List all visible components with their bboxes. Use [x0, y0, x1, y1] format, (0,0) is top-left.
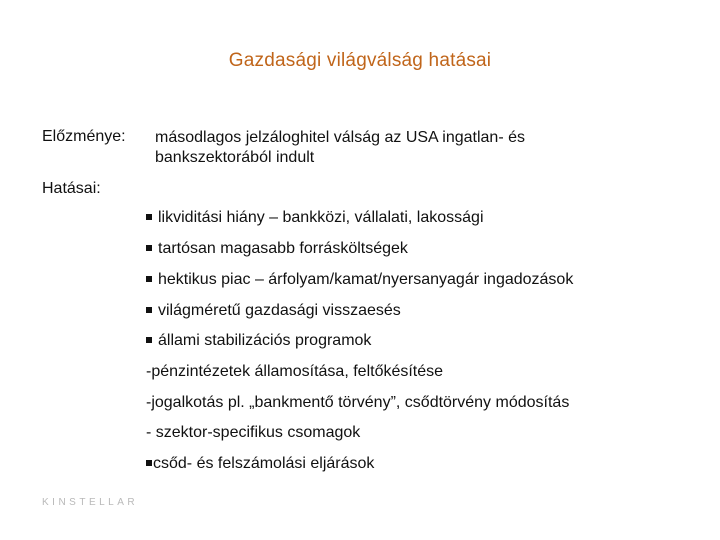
bullet-item — [146, 454, 374, 474]
bullet-text: világméretű gazdasági visszaesés — [158, 302, 401, 319]
bullet-text: állami stabilizációs programok — [158, 332, 372, 349]
bullet-item — [146, 239, 408, 259]
bullet-square-icon — [146, 307, 152, 313]
bullet-text: hektikus piac – árfolyam/kamat/nyersanyagár ingadozások — [158, 271, 574, 288]
prelude-label: Előzménye: — [42, 128, 126, 145]
bullet-text: likviditási hiány – bankközi, vállalati, lakossági — [158, 209, 484, 226]
sub-item: -jogalkotás pl. „bankmentő törvény”, csődtörvény módosítás — [146, 394, 570, 411]
bullet-item — [146, 331, 371, 351]
bullet-square-icon — [146, 276, 152, 282]
company-logo: KINSTELLAR — [42, 497, 139, 508]
bullet-square-icon — [146, 214, 152, 220]
sub-item: - szektor-specifikus csomagok — [146, 424, 361, 441]
bullet-square-icon — [146, 245, 152, 251]
bullet-square-icon — [146, 460, 152, 466]
bullet-item — [146, 208, 484, 228]
effects-label: Hatásai: — [42, 180, 101, 197]
bullet-text: tartósan magasabb forrásköltségek — [158, 240, 408, 257]
prelude-text: másodlagos jelzáloghitel válság az USA ingatlan- és bankszektorából indult — [155, 129, 525, 166]
bullet-square-icon — [146, 337, 152, 343]
bullet-item — [146, 270, 573, 290]
slide-title: Gazdasági világválság hatásai — [228, 50, 492, 71]
bullet-text: csőd- és felszámolási eljárások — [153, 455, 375, 472]
sub-item: -pénzintézetek államosítása, feltőkésítése — [146, 363, 444, 380]
bullet-item — [146, 301, 401, 321]
